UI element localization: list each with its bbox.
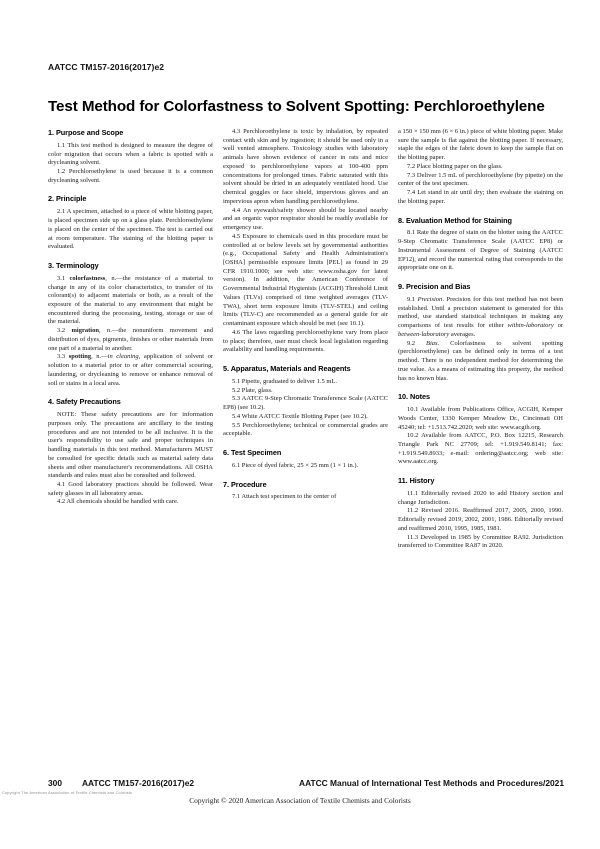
term-bold: spotting xyxy=(68,353,92,361)
paragraph: 11.3 Developed in 1985 by Committee RA92. Jurisdiction transferred to Committee RA87 in 2020. xyxy=(398,533,563,550)
paragraph: 7.3 Deliver 1.5 mL of perchloroethylene (by pipette) on the center of the test specimen. xyxy=(398,171,563,188)
section-heading: 3. Terminology xyxy=(48,260,99,270)
paragraph: 2.1 A specimen, attached to a piece of white blotting paper, is placed specimen side up on a glass plate. Perchloroethylene is placed on the center of the specimen. The test is carried out at room temperature. The staining of the blotting paper is evaluated. xyxy=(48,208,213,251)
section-heading: 2. Principle xyxy=(48,194,87,204)
paragraph: 5.4 White AATCC Textile Blotting Paper (see 10.2). xyxy=(232,412,368,420)
copyright-watermark: Copyright The American Association of Textile Chemists and Colorists xyxy=(2,790,133,795)
paragraph xyxy=(48,275,213,327)
text-column-1 xyxy=(48,128,213,768)
term-italic: Precision xyxy=(417,295,443,303)
body-columns xyxy=(48,128,564,768)
text-run: 9.1 xyxy=(407,295,418,303)
paragraph: 7.1 Attach test specimen to the center of xyxy=(232,493,337,501)
paragraph: 11.2 Revised 2016. Reaffirmed 2017, 2005, 2000, 1990. Editorially revised 2019, 2002, 2001, 1986. Editorially revised and reaffirmed 2010, 1995, 1985, 1981. xyxy=(398,507,563,532)
text-column-3 xyxy=(398,128,563,768)
text-run: or xyxy=(553,322,563,330)
footer-left xyxy=(48,778,194,788)
paragraph: 10.1 Available from Publications Office, ACGIH, Kemper Woods Center, 1330 Kemper Meadow Dr., Cincinnati OH 45240; tel: +1.513.742.2020; web site: www.acgih.org. xyxy=(398,406,563,431)
section-heading: 6. Test Specimen xyxy=(223,448,282,458)
paragraph: 7.2 Place blotting paper on the glass. xyxy=(407,162,503,170)
text-run: , application of solvent or solution to a material prior to or after commercial scouring, laundering, or drycleaning to remove or enhance removal of soil or stains in a local area. xyxy=(48,353,213,387)
section-heading: 9. Precision and Bias xyxy=(398,282,471,292)
text-run: , n.—the resistance of a material to change in any of its color characteristics, to transfer of its colorant(s) to adjacent materials or both, as a result of the exposure of the material to any environment that might be encountered during the processing, testing, storage or use of the material. xyxy=(48,274,214,326)
paragraph: 1.1 This test method is designed to measure the degree of color migration that occurs when a fabric is spotted with a drycleaning solvent. xyxy=(48,141,213,167)
text-run: 3.3 xyxy=(57,353,69,361)
term-italic: Bias xyxy=(426,339,438,347)
paragraph: 6.1 Piece of dyed fabric, 25 × 25 mm (1 × 1 in.). xyxy=(232,461,359,469)
paragraph: a 150 × 150 mm (6 × 6 in.) piece of white blotting paper. Make sure the sample is flat against the blotting paper. If necessary, staple the edges of the fabric down to keep the sample flat on the blotting paper. xyxy=(398,128,563,162)
paragraph: 5.3 AATCC 9-Step Chromatic Transference Scale (AATCC EP8) (see 10.2). xyxy=(223,395,388,412)
paragraph: 4.1 Good laboratory practices should be followed. Wear safety glasses in all laboratory areas. xyxy=(48,481,213,497)
section-heading: 11. History xyxy=(398,476,435,486)
paragraph: 1.2 Perchloroethylene is used because it is a common drycleaning solvent. xyxy=(48,168,213,184)
paragraph: 5.1 Pipette, graduated to deliver 1.5 mL. xyxy=(232,377,338,385)
paragraph: 5.5 Perchloroethylene; technical or commercial grades are acceptable. xyxy=(223,421,388,438)
page-number: 300 xyxy=(48,778,62,788)
footer-manual-line: AATCC Manual of International Test Methods and Procedures/2021 xyxy=(299,778,564,788)
section-heading: 5. Apparatus, Materials and Reagents xyxy=(223,364,351,374)
text-run: , n.— xyxy=(91,353,108,361)
text-run: , n.—the nonuniform movement and distribution of dyes, pigments, finishes or other materials from one part of a material to another. xyxy=(48,327,213,352)
text-run: . Colorfastness to solvent spotting (perchloroethylene) can be defined only in terms of a test method. There is no independent method for determining the true value. As a means of estimating this property, the method has no known bias. xyxy=(398,339,563,382)
document-code-header: AATCC TM157-2016(2017)e2 xyxy=(48,62,165,72)
term-italic: in cleaning xyxy=(107,353,139,361)
paragraph: 10.2 Available from AATCC, P.O. Box 12215, Research Triangle Park NC 27709; tel: +1.919.549.8141; fax: +1.919.549.8933; e-mail: ordering@aatcc.org; web site: www.aatcc.org. xyxy=(398,432,563,466)
paragraph xyxy=(398,340,563,384)
page-title: Test Method for Colorfastness to Solvent Spotting: Perchloroethylene xyxy=(48,98,545,116)
term-italic: between-laboratory xyxy=(398,330,450,338)
text-column-2 xyxy=(223,128,388,768)
paragraph: 4.3 Perchloroethylene is toxic by inhalation, by repeated contact with skin and by ingestion; it should be used only in a well vented atmosphere. Toxicology studies with laboratory animals have shown evidence of cancer in rats and mice exposed to perchloroethylene vapors at 100-400 ppm concentrations for prolonged times. Fabric saturated with this solvent should be dried in an adequately ventilated hood. Use chemical goggles or face shield, impervious gloves and an impervious apron when handling perchloroethylene. xyxy=(223,128,388,205)
paragraph: 4.6 The laws regarding perchloroethylene vary from place to place; therefore, user must check local legislation regarding availability and handling requirements. xyxy=(223,328,388,354)
paragraph: 4.4 An eyewash/safety shower should be located nearby and an organic vapor respirator should be readily available for emergency use. xyxy=(223,206,388,232)
paragraph: 11.1 Editorially revised 2020 to add History section and change Jurisdiction. xyxy=(398,490,563,506)
term-bold: colorfastness xyxy=(69,274,106,282)
paragraph: 4.2 All chemicals should be handled with care. xyxy=(57,498,179,506)
text-run: 3.2 xyxy=(57,327,72,335)
paragraph: 7.4 Let stand in air until dry; then evaluate the staining on the blotting paper. xyxy=(398,189,563,205)
paragraph xyxy=(48,327,213,353)
text-run: 9.2 xyxy=(407,339,427,347)
section-heading: 10. Notes xyxy=(398,392,430,402)
copyright-notice: Copyright © 2020 American Association of Textile Chemists and Colorists xyxy=(189,796,411,805)
paragraph: NOTE: These safety precautions are for information purposes only. The precautions are ancillary to the testing procedures and are not intended to be all inclusive. It is the user's responsibility to use safe and proper techniques in handling materials in this test method. Manufacturers MUST be consulted for specific details such as material safety data sheets and other manufacturer's recommendations. All OSHA standards and rules must also be consulted and followed. xyxy=(48,411,213,480)
paragraph xyxy=(398,296,563,340)
section-heading: 1. Purpose and Scope xyxy=(48,128,124,137)
section-heading: 4. Safety Precautions xyxy=(48,397,121,407)
footer-doc-code: AATCC TM157-2016(2017)e2 xyxy=(81,778,195,788)
paragraph: 8.1 Rate the degree of stain on the blotter using the AATCC 9-Step Chromatic Transference Scale (AATCC EP8) or Instrumental Assessment of Degree of Staining (AATCC EP12), and record the numerical rating that corresponds to the appropriate one on it. xyxy=(398,229,563,272)
text-run: averages. xyxy=(449,330,476,338)
term-bold: migration xyxy=(71,327,99,335)
section-heading: 8. Evaluation Method for Staining xyxy=(398,215,512,225)
text-run: 3.1 xyxy=(57,274,70,282)
term-italic: within-laboratory xyxy=(507,322,554,330)
text-run: . Precision for this test method has not been established. Until a precision statement is generated for this method, use standard statistical techniques in making any comparisons of test results for either xyxy=(398,295,563,330)
paragraph: 5.2 Plate, glass. xyxy=(232,386,273,394)
paragraph xyxy=(48,353,213,388)
paragraph: 4.5 Exposure to chemicals used in this procedure must be controlled at or below levels set by governmental authorities (e.g., Occupational Safety and Health Administration's [OSHA] permissible exposure limits [PEL] as found in 29 CFR 1910.1000; see web site: www.osha.gov for latest version). In addition, the American Conference of Governmental Industrial Hygienists (ACGIH) Threshold Limit Values (TLVs) comprised of time weighted averages (TLV-TWA), short term exposure limits (TLV-STEL) and ceiling limits (TLV-C) are recommended as a general guide for air contaminant exposure which should be met (see 10.1). xyxy=(223,232,388,328)
section-heading: 7. Procedure xyxy=(223,479,267,489)
